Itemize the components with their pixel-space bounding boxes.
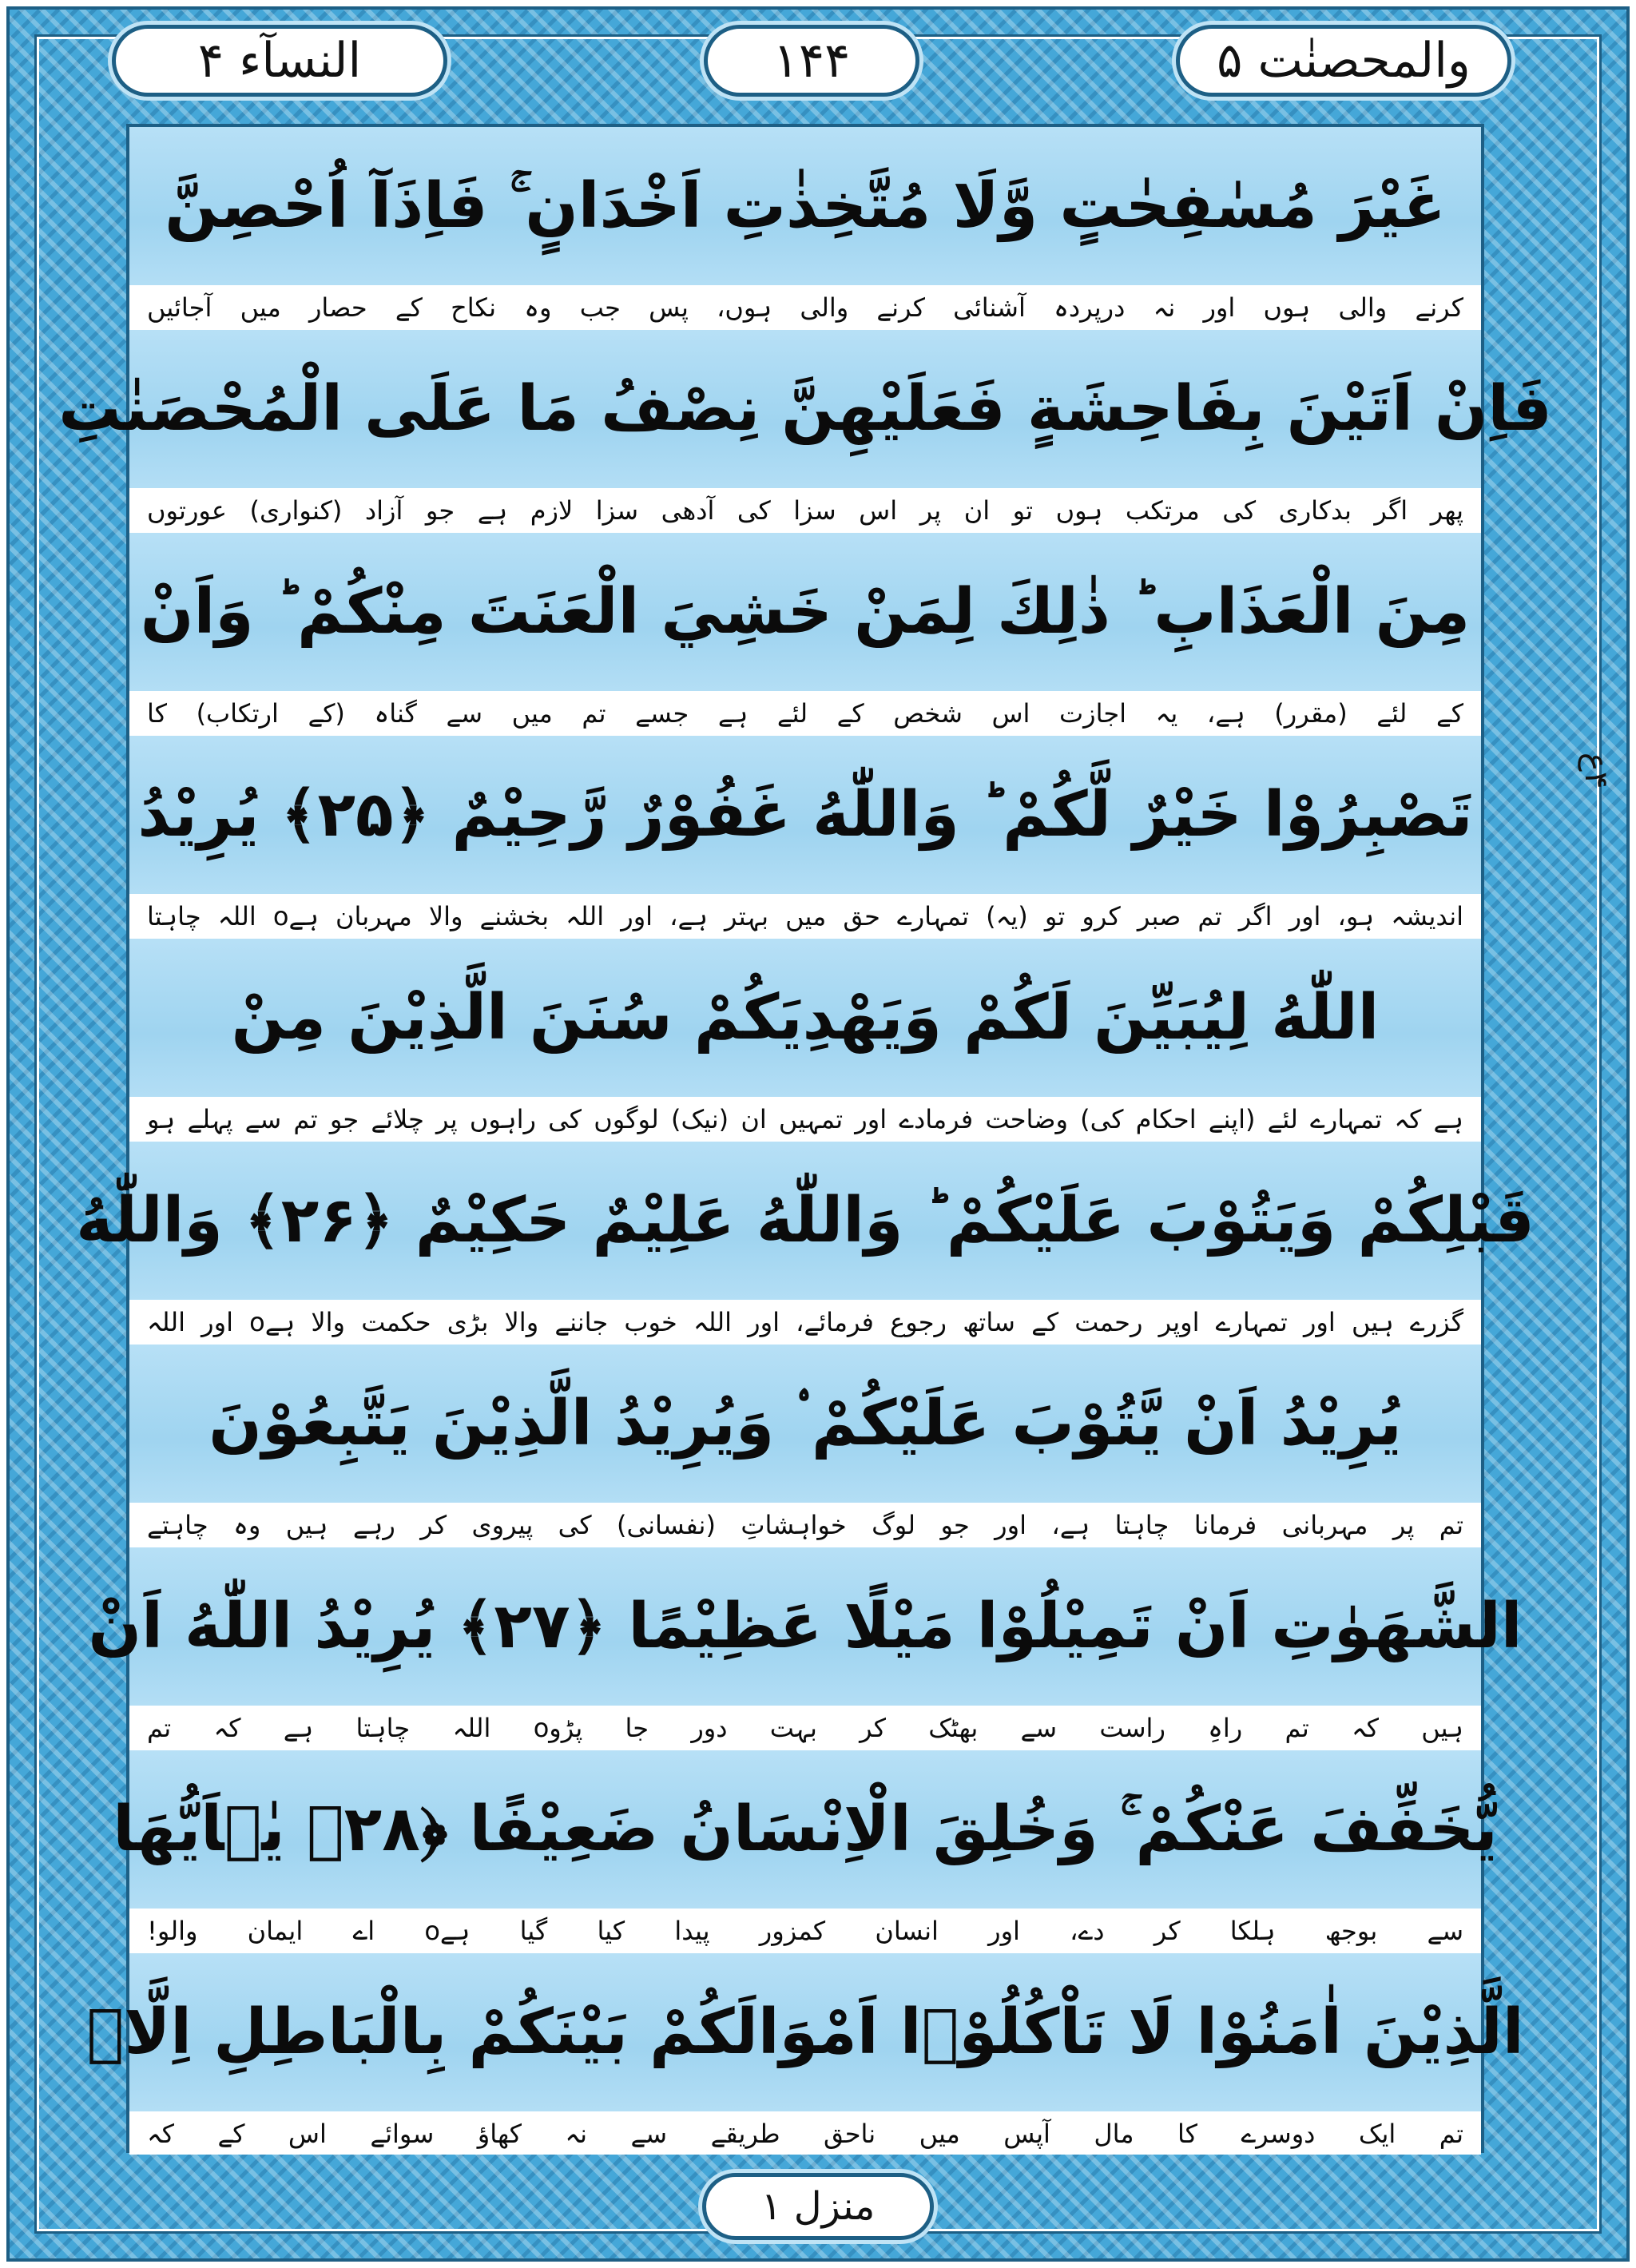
page-header	[112, 18, 1511, 104]
arabic-verse-line: يُرِيْدُ اَنْ يَّتُوْبَ عَلَيْكُمْ ۟ وَيُرِيْدُ الَّذِيْنَ يَتَّبِعُوْنَ	[129, 1345, 1481, 1504]
urdu-translation-line	[129, 1707, 1481, 1749]
arabic-verse-line: يُّخَفِّفَ عَنْكُمْ ۚ وَخُلِقَ الْاِنْسَانُ ضَعِيْفًا ﴿۲۸﴾ يٰۤاَيُّهَا	[129, 1750, 1481, 1910]
urdu-translation-text: ہے کہ تمہارے لئے (اپنے احکام کی) وضاحت فرمادے اور تمہیں ان (نیک) لوگوں کی راہوں پر چلائے جو تم سے پہلے ہو	[147, 1104, 1463, 1134]
urdu-translation-text: سے بوجھ ہلکا کر دے، اور انسان کمزور پیدا کیا گیا ہےo اے ایمان والو!	[147, 1916, 1464, 1946]
urdu-translation-text: گزرے ہیں اور تمہارے اوپر رحمت کے ساتھ رجوع فرمائے، اور اللہ خوب جاننے والا بڑی حکمت والا ہےo اور اللہ	[147, 1307, 1464, 1337]
urdu-translation-line	[129, 1504, 1481, 1546]
arabic-verse-line: اللّٰهُ لِيُبَيِّنَ لَكُمْ وَيَهْدِيَكُمْ سُنَنَ الَّذِيْنَ مِنْ	[129, 939, 1481, 1098]
urdu-translation-line	[129, 693, 1481, 734]
urdu-translation-text: اندیشہ ہو، اور اگر تم صبر کرو تو (یہ) تمہارے حق میں بہتر ہے، اور اللہ بخشنے والا مہربان ہےo اللہ چاہتا	[147, 901, 1464, 931]
ruku-marker: ۴ع	[1578, 753, 1614, 789]
arabic-verse-line: الشَّهَوٰتِ اَنْ تَمِيْلُوْا مَيْلًا عَظِيْمًا ﴿۲۷﴾ يُرِيْدُ اللّٰهُ اَنْ	[129, 1547, 1481, 1707]
urdu-translation-line	[129, 1098, 1481, 1140]
urdu-translation-line	[129, 490, 1481, 531]
urdu-translation-text: کرنے والی ہوں اور نہ درپردہ آشنائی کرنے والی ہوں، پس جب وہ نکاح کے حصار میں آجائیں	[147, 292, 1463, 323]
page-footer	[702, 2167, 934, 2246]
urdu-translation-text: ہیں کہ تم راہِ راست سے بھٹک کر بہت دور جا پڑوo اللہ چاہتا ہے کہ تم	[147, 1713, 1463, 1743]
urdu-translation-line	[129, 287, 1481, 328]
urdu-translation-text: کے لئے (مقرر) ہے، یہ اجازت اس شخص کے لئے ہے جسے تم میں سے گناہ (کے ارتکاب) کا	[147, 698, 1463, 729]
arabic-verse-line: الَّذِيْنَ اٰمَنُوْا لَا تَاْكُلُوْۤا اَمْوَالَكُمْ بَيْنَكُمْ بِالْبَاطِلِ اِلَّاۤ	[129, 1953, 1481, 2113]
urdu-translation-text: پھر اگر بدکاری کی مرتکب ہوں تو ان پر اس سزا کی آدھی سزا لازم ہے جو آزاد (کنواری) عورتوں	[147, 495, 1463, 526]
arabic-verse-line: تَصْبِرُوْا خَيْرٌ لَّكُمْ ؕ وَاللّٰهُ غَفُوْرٌ رَّحِيْمٌ ﴿۲۵﴾ يُرِيْدُ	[129, 736, 1481, 896]
arabic-verse-line: مِنَ الْعَذَابِ ؕ ذٰلِكَ لِمَنْ خَشِيَ الْعَنَتَ مِنْكُمْ ؕ وَاَنْ	[129, 533, 1481, 693]
manzil-label: منزل ۱	[702, 2173, 934, 2240]
urdu-translation-text: تم پر مہربانی فرمانا چاہتا ہے، اور جو لوگ خواہشاتِ (نفسانی) کی پیروی کر رہے ہیں وہ چاہتے	[147, 1510, 1463, 1540]
arabic-verse-line: غَيْرَ مُسٰفِحٰتٍ وَّلَا مُتَّخِذٰتِ اَخْدَانٍ ۚ فَاِذَآ اُحْصِنَّ	[129, 127, 1481, 287]
arabic-verse-line: قَبْلِكُمْ وَيَتُوْبَ عَلَيْكُمْ ؕ وَاللّٰهُ عَلِيْمٌ حَكِيْمٌ ﴿۲۶﴾ وَاللّٰهُ	[129, 1142, 1481, 1301]
text-panel	[58, 124, 1552, 2153]
urdu-translation-text: تم ایک دوسرے کا مال آپس میں ناحق طریقے سے نہ کھاؤ سوائے اس کے کہ	[147, 2119, 1463, 2149]
juz-name-label: والمحصنٰت ۵	[1176, 25, 1511, 97]
arabic-verse-line: فَاِنْ اَتَيْنَ بِفَاحِشَةٍ فَعَلَيْهِنَّ نِصْفُ مَا عَلَى الْمُحْصَنٰتِ	[129, 330, 1481, 490]
urdu-translation-line	[129, 2113, 1481, 2155]
urdu-translation-line	[129, 896, 1481, 937]
urdu-translation-line	[129, 1910, 1481, 1952]
surah-name-label: النسآء ۴	[112, 25, 447, 97]
page-number: ۱۴۴	[704, 25, 919, 97]
urdu-translation-line	[129, 1301, 1481, 1343]
